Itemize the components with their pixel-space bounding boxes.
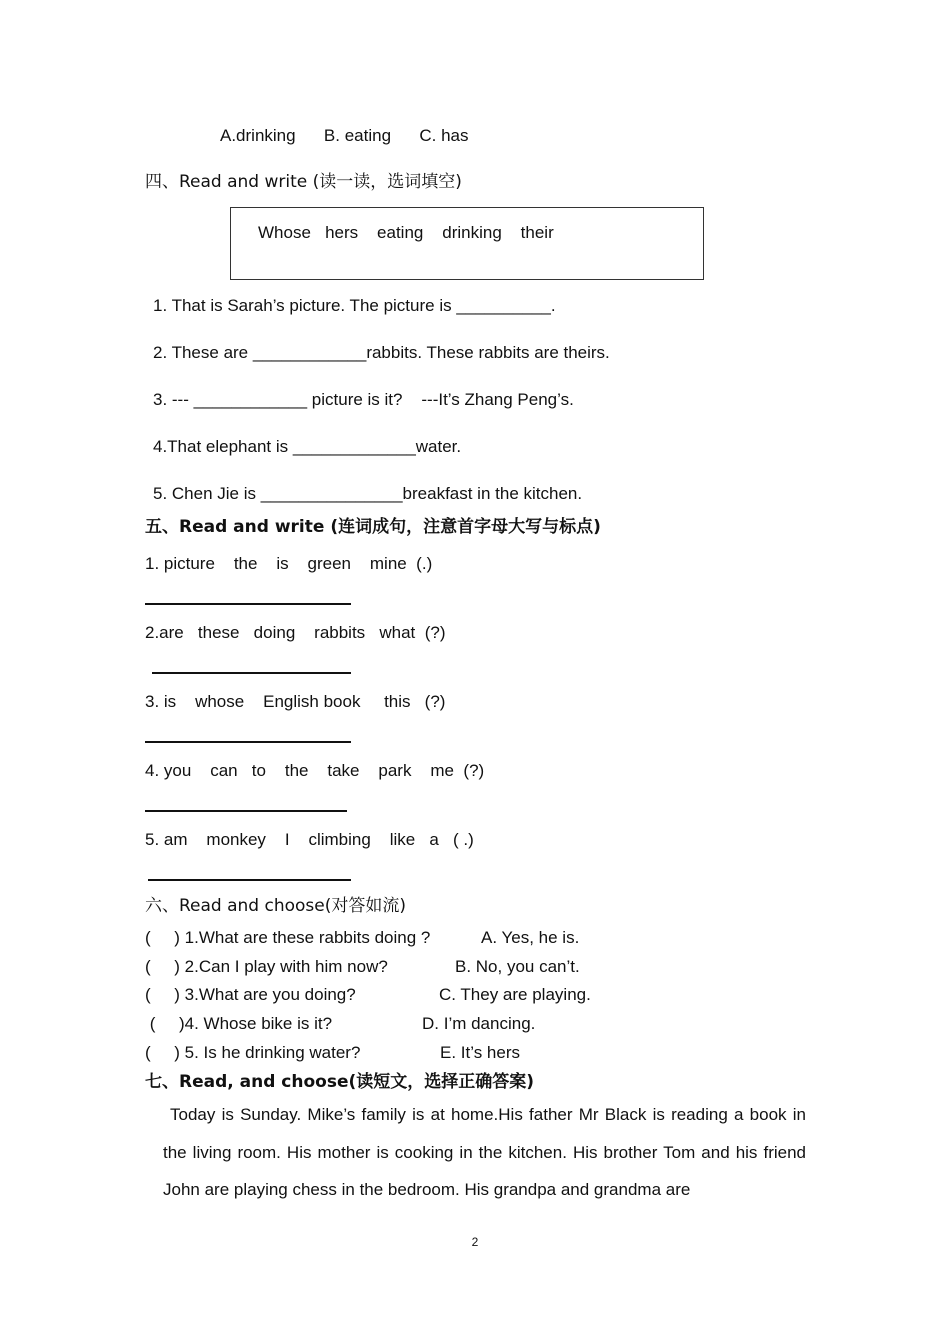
sentence-item-5: 5. am monkey I climbing like a ( .): [145, 830, 474, 849]
sentence-item-2: 2.are these doing rabbits what (?): [145, 623, 446, 642]
fill-item-1: 1. That is Sarah’s picture. The picture is __________.: [153, 296, 556, 315]
section-7-title: 七、Read, and choose(读短文，选择正确答案): [145, 1072, 535, 1092]
choose-question-5: ( ) 5. Is he drinking water?: [145, 1043, 361, 1062]
choose-answer-e: E. It’s hers: [440, 1043, 520, 1062]
answer-line-1: [145, 603, 351, 605]
fill-item-2: 2. These are ____________rabbits. These rabbits are theirs.: [153, 343, 610, 362]
choose-question-3: ( ) 3.What are you doing?: [145, 985, 356, 1004]
word-bank: Whose hers eating drinking their: [258, 223, 554, 242]
answer-line-5: [148, 879, 351, 881]
fill-item-5: 5. Chen Jie is _______________breakfast in the kitchen.: [153, 484, 583, 503]
reading-passage-text: Today is Sunday. Mike’s family is at home.His father Mr Black is reading a book in the living room. His mother is cooking in the kitchen. His brother Tom and his friend John are playing chess in the bedroom. His grandpa and grandma are: [163, 1105, 806, 1199]
fill-item-4: 4.That elephant is _____________water.: [153, 437, 462, 456]
answer-line-2: [152, 672, 351, 674]
choose-answer-d: D. I’m dancing.: [422, 1014, 536, 1033]
choose-answer-b: B. No, you can’t.: [455, 957, 580, 976]
sentence-item-1: 1. picture the is green mine (.): [145, 554, 433, 573]
section-5-title: 五、Read and write (连词成句，注意首字母大写与标点): [145, 517, 601, 537]
choose-answer-a: A. Yes, he is.: [481, 928, 580, 947]
sentence-item-3: 3. is whose English book this (?): [145, 692, 446, 711]
sentence-item-4: 4. you can to the take park me (?): [145, 761, 485, 780]
section-6-title: 六、Read and choose(对答如流): [145, 896, 407, 916]
choose-question-2: ( ) 2.Can I play with him now?: [145, 957, 388, 976]
answer-line-3: [145, 741, 351, 743]
question-options: A.drinking B. eating C. has: [220, 126, 469, 145]
answer-line-4: [145, 810, 347, 812]
choose-question-1: ( ) 1.What are these rabbits doing ?: [145, 928, 431, 947]
page-number: 2: [471, 1235, 479, 1249]
word-bank-box: [230, 207, 704, 280]
fill-item-3: 3. --- ____________ picture is it? ---It’s Zhang Peng’s.: [153, 390, 574, 409]
choose-question-4: ( )4. Whose bike is it?: [145, 1014, 333, 1033]
section-4-title: 四、Read and write (读一读，选词填空): [145, 172, 462, 192]
choose-answer-c: C. They are playing.: [439, 985, 591, 1004]
reading-passage: [163, 1096, 806, 1209]
